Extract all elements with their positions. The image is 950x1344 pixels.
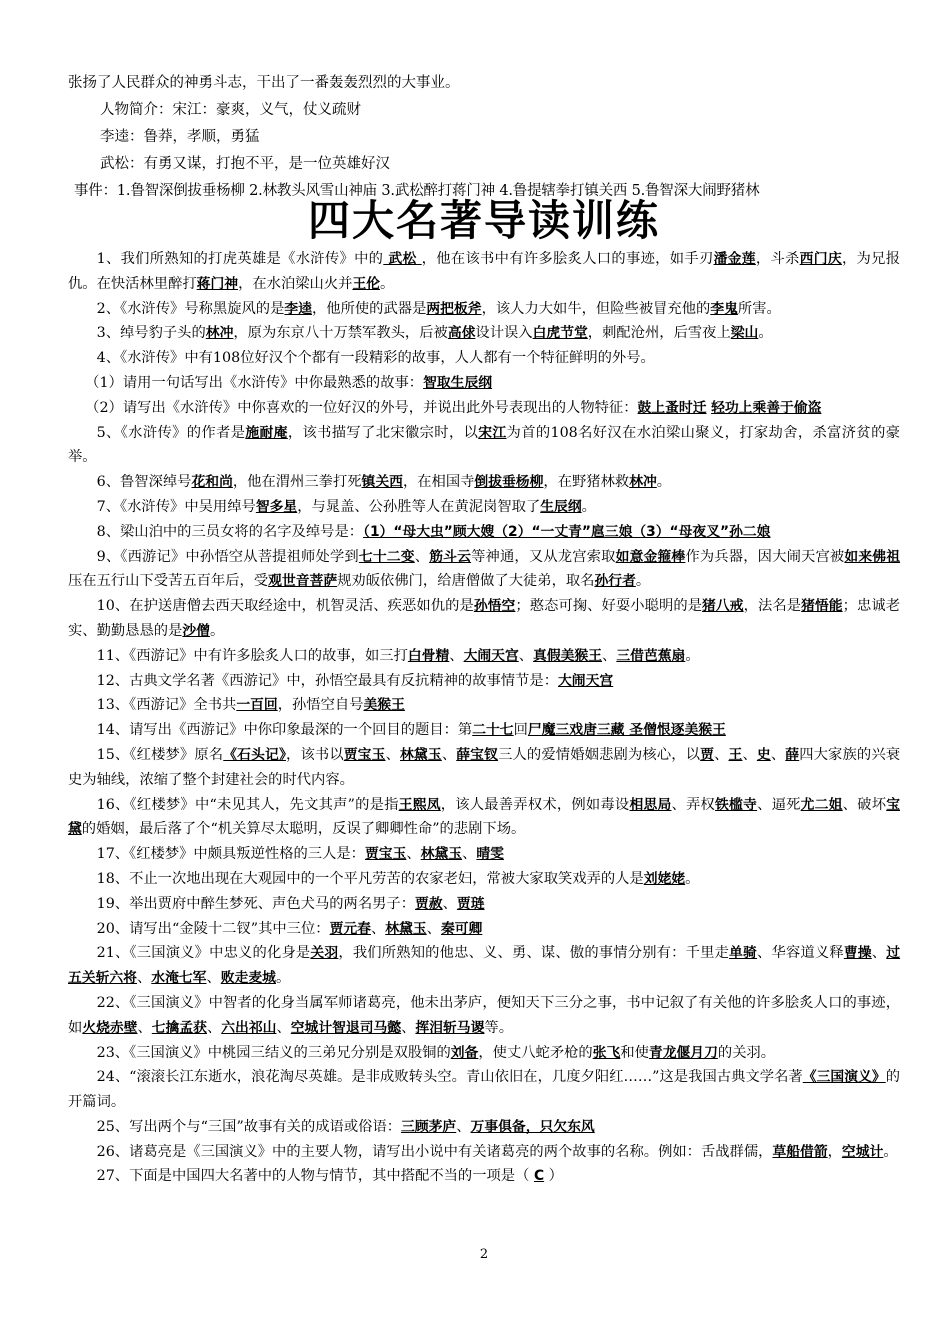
answer-text: 真假美猴王 <box>533 647 603 664</box>
people-intro-wu-song: 武松：有勇又谋，打抱不平，是一位英雄好汉 <box>100 156 390 172</box>
question-text: 。 <box>685 870 700 887</box>
question-text: （2）请写出《水浒传》中你喜欢的一位好汉的外号，并说出此外号表现出的人物特征： <box>85 399 638 416</box>
question-text: 15、《红楼梦》原名 <box>96 746 224 763</box>
question-text: 22、《三国演义》中智者的化身当属军师诸葛亮，他未出茅庐，便知天下三分之事，书中记叙了有关他的许多脍炙人口的事迹，如 <box>68 994 900 1036</box>
answer-text: 贾赦 <box>415 895 443 912</box>
question-text: ，斗杀 <box>755 251 800 267</box>
question-text: 。 <box>883 1143 898 1160</box>
question-text: 为首的108名好汉在水泊梁山聚义，打家劫舍，杀富济贫的豪举。 <box>68 424 901 466</box>
question-text: 、 <box>206 970 221 987</box>
answer-text: 宋江 <box>478 424 507 441</box>
question-item <box>68 321 900 346</box>
question-text: ，他在渭州三拳打死 <box>232 474 362 491</box>
question-text: ，孙悟空自号 <box>277 697 364 714</box>
question-text: ，在野猪林救 <box>543 474 630 491</box>
question-text: 。 <box>758 325 773 342</box>
question-item <box>68 421 900 471</box>
question-text: 。 <box>656 474 672 491</box>
question-text: ，在水泊梁山火并 <box>238 275 353 292</box>
answer-text: 鼓上蚤时迁 <box>637 399 707 416</box>
question-text: 7、《水浒传》中吴用绰号 <box>96 498 256 515</box>
question-text: ，该书以 <box>286 746 344 763</box>
answer-text: 贾琏 <box>456 895 485 912</box>
answer-text: 生辰纲 <box>540 498 582 515</box>
answer-text: 一百回 <box>236 697 278 714</box>
answer-text: 火烧赤壁 <box>82 1019 138 1036</box>
question-item <box>68 470 900 495</box>
question-text: 14、请写出《西游记》中你印象最深的一个回目的题目：第 <box>96 722 473 739</box>
question-text: 设计误入 <box>475 325 533 342</box>
answer-text: 张飞 <box>592 1044 621 1061</box>
answer-text: 林冲 <box>205 325 234 342</box>
question-text: 、 <box>462 846 477 863</box>
intro-section <box>68 70 900 205</box>
question-text: ；憨态可掬、好耍小聪明的是 <box>515 598 703 615</box>
question-text: 26、诸葛亮是《三国演义》中的主要人物，请写出小说中有关诸葛亮的两个故事的名称。例如：舌战群儒， <box>96 1143 773 1160</box>
question-item <box>68 917 900 942</box>
question-text: 、 <box>441 746 457 763</box>
answer-text: 刘备 <box>450 1044 479 1061</box>
page-title: 四大名著导读训练 <box>307 196 660 245</box>
answer-text: 武松 <box>383 251 422 267</box>
question-text: 、弄权 <box>671 796 716 813</box>
answer-text: 镇关西 <box>361 474 403 491</box>
answer-text: 潘金莲 <box>713 251 756 267</box>
answer-text: 三借芭蕉扇 <box>616 647 686 664</box>
answer-text: 白骨精 <box>407 647 450 664</box>
question-text: ，我们所熟知的他忠、义、勇、谋、傲的事情分别有：千里走 <box>338 945 730 962</box>
question-text: 回 <box>513 722 528 739</box>
answer-text: 秦可卿 <box>440 920 483 937</box>
question-text: 19、举出贾府中醉生梦死、声色犬马的两名男子： <box>96 895 416 912</box>
answer-text: 孙行者 <box>594 573 636 590</box>
question-text: 。 <box>581 498 596 515</box>
answer-text: 二十七 <box>472 722 514 739</box>
answer-text: 王伦 <box>352 275 381 292</box>
answer-text: 空城计智退司马懿 <box>290 1019 402 1036</box>
answer-text: 水淹七军 <box>151 970 207 987</box>
answer-text: 挥泪斩马谡 <box>415 1019 485 1036</box>
answer-text: 过五关斩六将 <box>68 945 901 987</box>
answer-text: 王熙凤 <box>398 796 441 813</box>
question-item <box>68 693 900 718</box>
question-text: ，刺配沧州，后雪夜上 <box>587 325 731 342</box>
question-item <box>68 545 900 595</box>
answer-text: 薛宝钗 <box>456 746 499 763</box>
answer-text: 贾 <box>700 746 715 763</box>
answer-text: 花和尚 <box>191 474 233 491</box>
question-text: ，为兄报仇。在快活林里醉打 <box>68 251 901 292</box>
answer-text: 高俅 <box>447 325 476 342</box>
events-line: 事件：1.鲁智深倒拔垂杨柳 2.林教头风雪山神庙 3.武松醉打蒋门神 4.鲁提辖拳打镇关西 5.鲁智深大闹野猪林 <box>74 183 760 199</box>
question-text: ） <box>544 1168 563 1185</box>
question-text: 10、在护送唐僧去西天取经途中，机智灵活、疾恶如仇的是 <box>96 598 474 615</box>
question-text: 、 <box>414 548 430 565</box>
question-list <box>68 247 900 1189</box>
question-text: 等神通，又从龙宫索取 <box>471 548 616 565</box>
question-text: 、 <box>206 1019 222 1036</box>
answer-text: 单骑 <box>729 945 757 962</box>
answer-text: 薛 <box>785 746 800 763</box>
question-text: 13、《西游记》全书共 <box>96 697 237 714</box>
question-item <box>68 520 900 545</box>
answer-text: 贾元春 <box>329 920 371 937</box>
answer-text: 白虎节堂 <box>532 325 588 342</box>
answer-text: 施耐庵 <box>245 424 288 441</box>
question-text: 、逼死 <box>757 796 801 813</box>
question-text: 三人的爱情婚姻悲剧为核心，以 <box>498 746 701 763</box>
question-item <box>68 594 900 644</box>
question-text: ，该人最善弄权术，例如毒设 <box>440 796 630 813</box>
answer-text: 三顾茅庐 <box>401 1118 457 1135</box>
question-text: 、 <box>137 1019 152 1036</box>
answer-text: 美猴王 <box>363 697 405 714</box>
question-text: 、 <box>136 970 152 987</box>
question-text: 。 <box>635 573 651 590</box>
answer-text: 七擒孟获 <box>151 1019 207 1036</box>
question-text: ，使丈八蛇矛枪的 <box>478 1044 593 1061</box>
question-text: ， <box>827 1143 842 1160</box>
question-item <box>68 297 900 322</box>
answer-text: 林冲 <box>629 474 657 491</box>
intro-line: 张扬了人民群众的神勇斗志，干出了一番轰轰烈烈的大事业。 <box>68 75 460 91</box>
answer-text: 猪八戒 <box>702 598 744 615</box>
question-text: 2、《水浒传》号称黑旋风的是 <box>96 300 285 317</box>
question-text: ，该书描写了北宋徽宗时，以 <box>287 424 479 441</box>
question-text: 、 <box>401 1019 416 1036</box>
people-intro-li-kui: 李逵：鲁莽，孝顺，勇猛 <box>100 129 260 145</box>
question-text: 、华容道义释 <box>757 945 844 962</box>
question-text: 12、古典文学名著《西游记》中，孙悟空最具有反抗精神的故事情节是： <box>96 672 558 689</box>
question-text: 作为兵器，因大闹天宫被 <box>685 548 845 565</box>
answer-text: 相思局 <box>629 796 672 813</box>
question-item <box>68 396 900 421</box>
question-text: 。 <box>685 647 700 664</box>
answer-text: 败走麦城 <box>220 970 276 987</box>
question-text: 20、请写出“金陵十二钗”其中三位： <box>96 920 330 937</box>
question-text: ，他在该书中有许多脍炙人口的事迹，如手刃 <box>421 251 714 267</box>
question-text: 、 <box>426 920 441 937</box>
question-text: 1、我们所熟知的打虎英雄是《水浒传》中的 <box>96 251 384 267</box>
question-text: 4、《水浒传》中有108位好汉个个都有一段精彩的故事，人人都有一个特征鲜明的外号。 <box>96 350 655 367</box>
question-item <box>68 941 900 991</box>
question-text: 6、鲁智深绰号 <box>96 474 192 491</box>
answer-text: 林黛玉 <box>420 846 463 863</box>
question-text: 、 <box>518 647 534 664</box>
question-text: ，该人力大如牛，但险些被冒充他的 <box>481 300 711 317</box>
answer-text: 尸魔三戏唐三藏 圣僧恨逐美猴王 <box>527 722 726 739</box>
question-text: 3、绰号豹子头的 <box>96 325 206 342</box>
question-text: 。 <box>275 970 291 987</box>
answer-text: C <box>533 1168 545 1185</box>
answer-text: 李鬼 <box>710 300 738 317</box>
question-item <box>68 867 900 892</box>
question-text: 23、《三国演义》中桃园三结义的三弟兄分别是双股铜的 <box>96 1044 451 1061</box>
question-text: 。 <box>380 275 395 292</box>
answer-text: 如来佛祖 <box>844 548 901 565</box>
question-text: 、 <box>442 895 457 912</box>
answer-text: （1）“母大虫”顾大嫂（2）“一丈青”扈三娘（3）“母夜叉”孙二娘 <box>363 523 771 540</box>
question-text: ，原为东京八十万禁军教头，后被 <box>233 325 448 342</box>
question-item <box>68 1115 900 1140</box>
question-item <box>68 892 900 917</box>
answer-text: 轻功上乘善于偷盗 <box>711 399 822 416</box>
answer-text: 曹操 <box>843 945 872 962</box>
question-text: 21、《三国演义》中忠义的化身是 <box>96 945 311 962</box>
answer-text: 万事俱备，只欠东风 <box>470 1118 595 1135</box>
answer-text: 尤二姐 <box>800 796 843 813</box>
people-intro-song-jiang: 人物简介：宋江：豪爽，义气，仗义疏财 <box>100 102 361 118</box>
answer-text: 晴雯 <box>476 846 504 863</box>
question-text: 、 <box>406 846 421 863</box>
question-item <box>68 346 900 371</box>
answer-text: 草船借箭 <box>772 1143 828 1160</box>
question-item <box>68 842 900 867</box>
answer-text: 蒋门神 <box>196 275 239 292</box>
question-text: 、 <box>276 1019 291 1036</box>
question-text: 、 <box>370 920 386 937</box>
answer-text: 《石头记》 <box>223 746 287 763</box>
question-item <box>68 1065 900 1115</box>
answer-text: 刘姥姥 <box>643 870 686 887</box>
page-number: 2 <box>479 1247 489 1262</box>
question-text: 所害。 <box>737 300 781 317</box>
question-text: 16、《红楼梦》中“未见其人，先文其声”的是指 <box>96 796 399 813</box>
answer-text: 西门庆 <box>799 251 842 267</box>
question-text: 四大家族的兴衰史为轴线，浓缩了整个封建社会的时代内容。 <box>68 746 901 788</box>
question-text: 的关羽。 <box>717 1044 776 1061</box>
answer-text: 倒拔垂杨柳 <box>474 474 544 491</box>
answer-text: 铁槛寺 <box>715 796 758 813</box>
question-text: 、 <box>602 647 617 664</box>
question-text: ，在相国寺 <box>402 474 475 491</box>
question-text: 、 <box>456 1118 471 1135</box>
question-text: 、 <box>871 945 887 962</box>
question-item <box>68 793 900 843</box>
question-text: 11、《西游记》中有许多脍炙人口的故事，如三打 <box>96 647 408 664</box>
question-item <box>68 743 900 793</box>
question-text: ，与晁盖、公孙胜等人在黄泥岗智取了 <box>297 498 541 515</box>
question-item <box>68 371 900 396</box>
answer-text: 李逵 <box>284 300 312 317</box>
answer-text: 梁山 <box>730 325 759 342</box>
answer-text: 贾宝玉 <box>343 746 386 763</box>
answer-text: 大闹天宫 <box>558 672 614 689</box>
question-text: 17、《红楼梦》中颇具叛逆性格的三人是： <box>96 846 365 863</box>
question-item <box>68 1164 900 1189</box>
answer-text: 孙悟空 <box>473 598 516 615</box>
answer-text: 观世音菩萨 <box>268 573 338 590</box>
question-text: 、 <box>714 746 729 763</box>
answer-text: 筋斗云 <box>429 548 472 565</box>
question-text: 27、下面是中国四大名著中的人物与情节，其中搭配不当的一项是（ <box>96 1168 534 1185</box>
question-text: 。 <box>209 622 225 639</box>
question-item <box>68 991 900 1041</box>
question-item <box>68 1140 900 1165</box>
answer-text: 《三国演义》 <box>802 1069 886 1086</box>
answer-text: 关羽 <box>310 945 339 962</box>
question-item <box>68 669 900 694</box>
question-text: 、 <box>385 746 400 763</box>
answer-text: 智多星 <box>255 498 298 515</box>
question-text: 、破坏 <box>842 796 887 813</box>
answer-text: 七十二变 <box>358 548 415 565</box>
question-text: 的婚姻，最后落了个“机关算尽太聪明，反误了卿卿性命”的悲剧下场。 <box>81 821 526 838</box>
question-text: 25、写出两个与“三国”故事有关的成语或俗语： <box>96 1118 402 1135</box>
question-text: （1）请用一句话写出《水浒传》中你最熟悉的故事： <box>85 374 424 391</box>
answer-text: 林黛玉 <box>400 746 442 763</box>
question-item <box>68 718 900 743</box>
question-text: 和使 <box>620 1044 649 1061</box>
question-text: 的开篇词。 <box>68 1069 901 1111</box>
question-text: 24、“滚滚长江东逝水，浪花淘尽英雄。是非成败转头空。青山依旧在，几度夕阳红……”这是我国古典文学名著 <box>96 1069 803 1086</box>
answer-text: 如意金箍棒 <box>615 548 686 565</box>
answer-text: 大闹天宫 <box>463 647 519 664</box>
question-text: 规劝皈依佛门，给唐僧做了大徒弟，取名 <box>337 573 595 590</box>
answer-text: 贾宝玉 <box>364 846 407 863</box>
answer-text: 猪悟能 <box>801 598 843 615</box>
answer-text: 两把板斧 <box>426 300 482 317</box>
question-item <box>68 644 900 669</box>
question-text: 、 <box>770 746 786 763</box>
answer-text: 史 <box>756 746 771 763</box>
answer-text: 王 <box>728 746 743 763</box>
question-text: ，他所使的武器是 <box>312 300 427 317</box>
answer-text: 青龙偃月刀 <box>648 1044 718 1061</box>
question-text: 压在五行山下受苦五百年后，受 <box>68 573 269 590</box>
answer-text: 沙僧 <box>182 622 210 639</box>
question-text: ，法名是 <box>743 598 802 615</box>
answer-text: 空城计 <box>841 1143 884 1160</box>
question-item <box>68 495 900 520</box>
question-text: 、 <box>449 647 464 664</box>
question-text: 、 <box>742 746 757 763</box>
answer-text: 六出祁山 <box>221 1019 277 1036</box>
answer-text: 宝黛 <box>68 796 901 838</box>
answer-text: 林黛玉 <box>385 920 427 937</box>
answer-text: 智取生辰纲 <box>423 374 493 391</box>
question-text: 等。 <box>484 1019 513 1036</box>
question-text: 8、梁山泊中的三员女将的名字及绰号是： <box>96 523 364 540</box>
question-text: 9、《西游记》中孙悟空从菩提祖师处学到 <box>96 548 359 565</box>
question-text: 18、不止一次地出现在大观园中的一个平凡劳苦的农家老妇，常被大家取笑戏弄的人是 <box>96 870 644 887</box>
question-text: ；忠诚老实、勤勤恳恳的是 <box>68 598 901 639</box>
question-item <box>68 1041 900 1066</box>
question-text: 5、《水浒传》的作者是 <box>96 424 246 441</box>
question-item <box>68 247 900 297</box>
